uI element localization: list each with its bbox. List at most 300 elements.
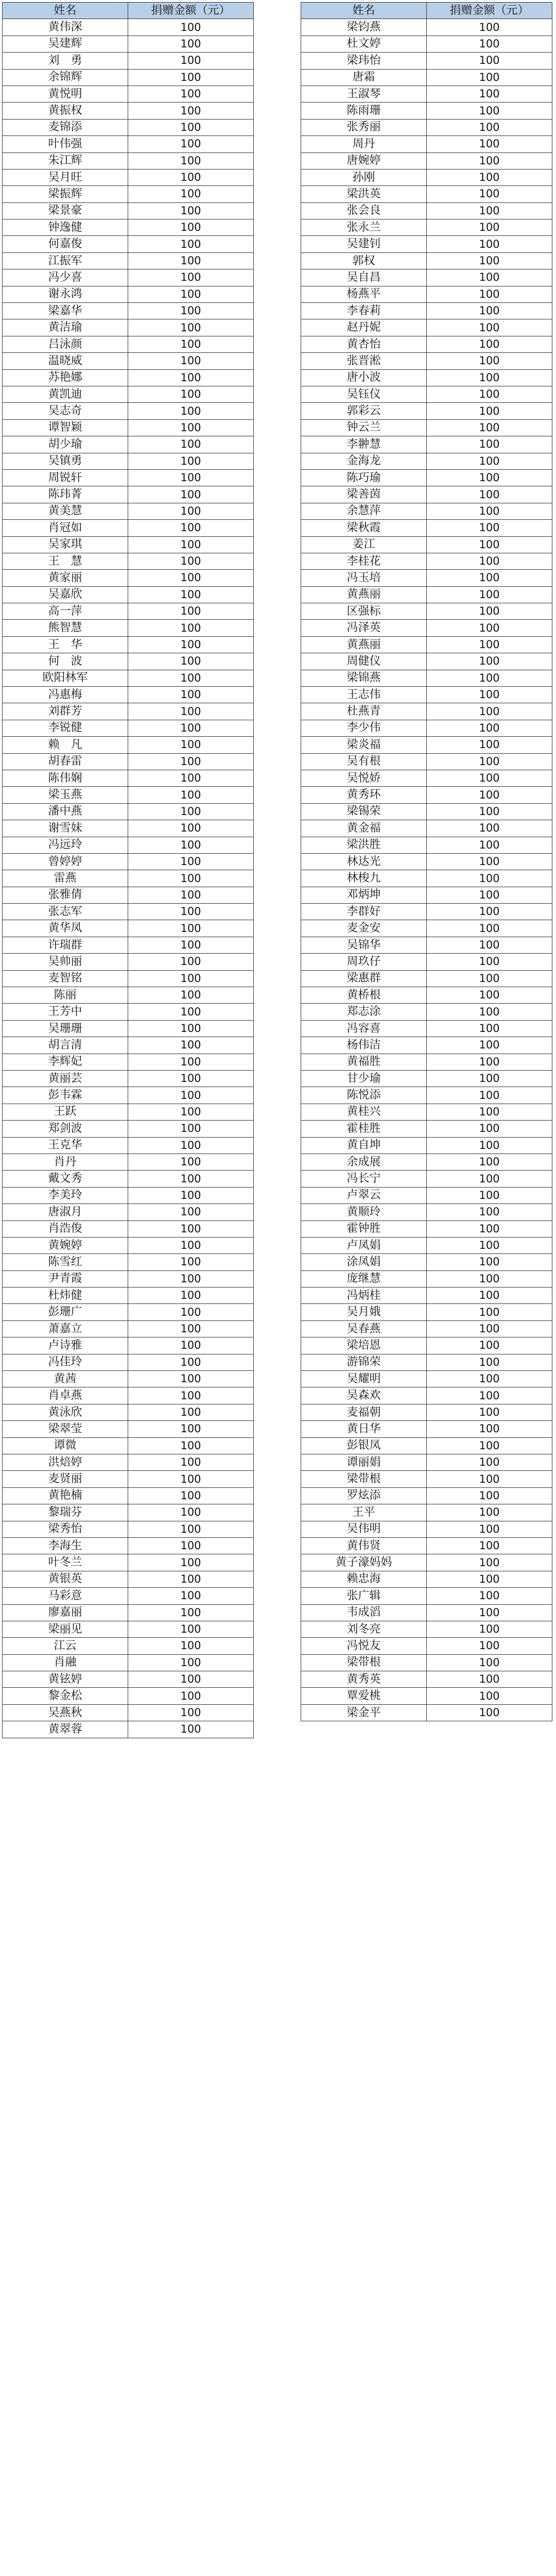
donor-name: 杨伟洁 xyxy=(301,1037,427,1054)
table-row xyxy=(301,1304,552,1320)
table-row xyxy=(3,453,254,469)
donation-amount: 100 xyxy=(128,1688,254,1704)
donor-name: 谢永鸿 xyxy=(3,286,128,302)
donation-amount: 100 xyxy=(128,269,254,286)
donation-amount: 100 xyxy=(128,1638,254,1654)
donor-name: 李美玲 xyxy=(3,1187,128,1204)
table-row xyxy=(301,770,552,786)
header-name: 姓名 xyxy=(3,3,128,19)
donation-amount: 100 xyxy=(128,1287,254,1304)
donation-amount: 100 xyxy=(427,1554,552,1571)
donor-name: 覃爱桃 xyxy=(301,1688,427,1704)
donation-amount: 100 xyxy=(427,954,552,970)
donation-amount: 100 xyxy=(128,1037,254,1054)
donor-name: 黄家丽 xyxy=(3,570,128,586)
donation-amount: 100 xyxy=(427,1638,552,1654)
donation-amount: 100 xyxy=(427,469,552,486)
donation-amount: 100 xyxy=(427,386,552,402)
donation-amount: 100 xyxy=(128,737,254,753)
donor-name: 冯远玲 xyxy=(3,837,128,853)
table-row xyxy=(3,1221,254,1237)
table-row xyxy=(3,1471,254,1487)
donor-name: 冯惠梅 xyxy=(3,687,128,703)
donation-amount: 100 xyxy=(128,136,254,152)
donation-amount: 100 xyxy=(427,987,552,1004)
donor-name: 甘少瑜 xyxy=(301,1071,427,1087)
donation-amount: 100 xyxy=(128,169,254,185)
donation-amount: 100 xyxy=(427,1354,552,1370)
donation-amount: 100 xyxy=(128,53,254,69)
donation-amount: 100 xyxy=(128,1704,254,1721)
donation-amount: 100 xyxy=(128,870,254,887)
table-row xyxy=(301,286,552,302)
table-row xyxy=(301,386,552,402)
donation-amount: 100 xyxy=(427,1137,552,1154)
table-row xyxy=(301,703,552,720)
donor-name: 梁景豪 xyxy=(3,202,128,219)
donation-amount: 100 xyxy=(427,436,552,453)
donation-amount: 100 xyxy=(427,202,552,219)
table-row xyxy=(3,1337,254,1354)
donation-amount: 100 xyxy=(128,1471,254,1487)
donor-name: 王 华 xyxy=(3,636,128,653)
table-body-left xyxy=(3,19,254,1738)
table-row xyxy=(3,787,254,803)
donor-name: 欧阳林军 xyxy=(3,670,128,686)
donor-name: 李桂花 xyxy=(301,553,427,569)
table-row xyxy=(3,703,254,720)
table-row xyxy=(3,1571,254,1587)
header-amount: 捐赠金额（元） xyxy=(128,3,254,19)
donation-amount: 100 xyxy=(427,286,552,302)
donor-name: 李辉妃 xyxy=(3,1054,128,1070)
donor-name: 吴建钊 xyxy=(301,236,427,252)
table-header-row xyxy=(301,3,552,19)
donation-amount: 100 xyxy=(128,670,254,686)
table-row xyxy=(3,1287,254,1304)
table-row xyxy=(3,1020,254,1037)
donor-name: 唐霜 xyxy=(301,69,427,86)
donor-name: 刘冬亮 xyxy=(301,1621,427,1637)
donor-name: 卢凤娟 xyxy=(301,1237,427,1253)
donor-name: 江振军 xyxy=(3,252,128,269)
donation-amount: 100 xyxy=(128,753,254,770)
donation-amount: 100 xyxy=(427,920,552,937)
table-row xyxy=(3,1404,254,1420)
donation-amount: 100 xyxy=(128,1554,254,1571)
donation-amount: 100 xyxy=(128,1487,254,1504)
donation-amount: 100 xyxy=(128,1588,254,1604)
table-row xyxy=(3,353,254,369)
table-row xyxy=(301,503,552,519)
donation-amount: 100 xyxy=(128,219,254,236)
donation-amount: 100 xyxy=(427,803,552,820)
donor-name: 梁振辉 xyxy=(3,186,128,202)
donation-amount: 100 xyxy=(427,36,552,52)
donor-name: 肖融 xyxy=(3,1654,128,1671)
donor-name: 郭彩云 xyxy=(301,403,427,419)
donor-name: 冯佳玲 xyxy=(3,1354,128,1370)
table-row xyxy=(301,403,552,419)
donation-amount: 100 xyxy=(128,1621,254,1637)
donation-amount: 100 xyxy=(128,1154,254,1170)
table-row xyxy=(3,19,254,36)
donor-name: 赖忠海 xyxy=(301,1571,427,1587)
donation-amount: 100 xyxy=(128,1171,254,1187)
donor-name: 吴悦娇 xyxy=(301,770,427,786)
donation-amount: 100 xyxy=(427,1270,552,1287)
donor-name: 黄婉婷 xyxy=(3,1237,128,1253)
donation-amount: 100 xyxy=(427,787,552,803)
table-row xyxy=(3,1320,254,1337)
donor-name: 余慧萍 xyxy=(301,503,427,519)
table-row xyxy=(301,1387,552,1404)
donation-amount: 100 xyxy=(427,336,552,352)
donation-amount: 100 xyxy=(128,1221,254,1237)
donor-name: 黄燕丽 xyxy=(301,636,427,653)
donation-amount: 100 xyxy=(427,703,552,720)
table-row xyxy=(3,887,254,903)
donor-name: 黄日华 xyxy=(301,1421,427,1437)
table-row xyxy=(3,1104,254,1120)
table-row xyxy=(3,1521,254,1537)
table-row xyxy=(301,954,552,970)
table-row xyxy=(301,1320,552,1337)
table-row xyxy=(301,970,552,987)
donation-amount: 100 xyxy=(128,1004,254,1020)
donor-name: 黄泳欣 xyxy=(3,1404,128,1420)
donor-name: 李春莉 xyxy=(301,303,427,319)
donation-amount: 100 xyxy=(427,186,552,202)
donation-amount: 100 xyxy=(427,1171,552,1187)
donation-amount: 100 xyxy=(427,586,552,603)
table-row xyxy=(301,1621,552,1637)
table-row xyxy=(301,1504,552,1521)
table-row xyxy=(3,653,254,670)
table-row xyxy=(3,236,254,252)
donor-name: 何嘉俊 xyxy=(3,236,128,252)
donation-amount: 100 xyxy=(427,1537,552,1554)
table-row xyxy=(3,1270,254,1287)
table-row xyxy=(3,1304,254,1320)
table-row xyxy=(3,1137,254,1154)
donation-amount: 100 xyxy=(427,970,552,987)
donor-name: 冯玉培 xyxy=(301,570,427,586)
donor-name: 梁惠群 xyxy=(301,970,427,987)
donor-name: 戴文秀 xyxy=(3,1171,128,1187)
donor-name: 黄翠蓉 xyxy=(3,1721,128,1738)
donor-name: 黄银英 xyxy=(3,1571,128,1587)
donation-amount: 100 xyxy=(427,1087,552,1104)
donor-name: 郑剑波 xyxy=(3,1121,128,1137)
donation-amount: 100 xyxy=(128,152,254,169)
table-row xyxy=(301,53,552,69)
donor-name: 冯容喜 xyxy=(301,1020,427,1037)
donor-name: 赖 凡 xyxy=(3,737,128,753)
donation-amount: 100 xyxy=(128,553,254,569)
donation-amount: 100 xyxy=(427,1304,552,1320)
donation-amount: 100 xyxy=(427,904,552,920)
donation-amount: 100 xyxy=(427,1704,552,1721)
table-row xyxy=(3,1537,254,1554)
donor-name: 杜文婷 xyxy=(301,36,427,52)
donation-amount: 100 xyxy=(427,1521,552,1537)
donation-amount: 100 xyxy=(427,1320,552,1337)
donation-amount: 100 xyxy=(128,36,254,52)
table-row xyxy=(301,937,552,953)
donor-name: 谭微 xyxy=(3,1437,128,1454)
donor-name: 区强标 xyxy=(301,603,427,620)
donor-name: 梁翠莹 xyxy=(3,1421,128,1437)
donation-amount: 100 xyxy=(128,1187,254,1204)
table-row xyxy=(3,1071,254,1087)
donor-name: 黄子濠妈妈 xyxy=(301,1554,427,1571)
donation-amount: 100 xyxy=(128,1320,254,1337)
donor-name: 吴锦华 xyxy=(301,937,427,953)
table-row xyxy=(301,1004,552,1020)
table-row xyxy=(301,1638,552,1654)
donor-name: 赵丹妮 xyxy=(301,319,427,336)
donation-amount: 100 xyxy=(427,19,552,36)
donor-name: 梁带根 xyxy=(301,1471,427,1487)
donor-name: 钟云兰 xyxy=(301,419,427,436)
donation-amount: 100 xyxy=(128,1671,254,1688)
donor-name: 陈雨珊 xyxy=(301,103,427,119)
donation-amount: 100 xyxy=(128,103,254,119)
donation-amount: 100 xyxy=(427,1020,552,1037)
donation-amount: 100 xyxy=(427,653,552,670)
donation-amount: 100 xyxy=(128,1571,254,1587)
table-row xyxy=(301,1154,552,1170)
table-row xyxy=(3,1154,254,1170)
donor-name: 张会良 xyxy=(301,202,427,219)
donor-name: 黄桂兴 xyxy=(301,1104,427,1120)
donation-amount: 100 xyxy=(128,987,254,1004)
donor-name: 张秀丽 xyxy=(301,119,427,135)
donation-amount: 100 xyxy=(427,536,552,553)
donor-name: 王 慧 xyxy=(3,553,128,569)
table-row xyxy=(3,1354,254,1370)
donation-amount: 100 xyxy=(128,703,254,720)
donor-name: 姜江 xyxy=(301,536,427,553)
donor-name: 吴帅丽 xyxy=(3,954,128,970)
table-row xyxy=(301,1654,552,1671)
donation-amount: 100 xyxy=(427,870,552,887)
donor-name: 王芳中 xyxy=(3,1004,128,1020)
donation-amount: 100 xyxy=(427,236,552,252)
table-row xyxy=(301,803,552,820)
donation-amount: 100 xyxy=(427,1337,552,1354)
donor-name: 彭珊广 xyxy=(3,1304,128,1320)
table-row xyxy=(301,1237,552,1253)
table-row xyxy=(301,1571,552,1587)
donation-amount: 100 xyxy=(427,670,552,686)
donation-amount: 100 xyxy=(128,787,254,803)
donor-name: 曾婷婷 xyxy=(3,853,128,870)
donor-name: 冯长宁 xyxy=(301,1171,427,1187)
table-row xyxy=(3,1187,254,1204)
donation-amount: 100 xyxy=(427,136,552,152)
table-row xyxy=(301,887,552,903)
donor-name: 彭韦霖 xyxy=(3,1087,128,1104)
donor-name: 余成展 xyxy=(301,1154,427,1170)
donation-amount: 100 xyxy=(128,186,254,202)
table-row xyxy=(301,737,552,753)
donor-name: 陈雪红 xyxy=(3,1254,128,1270)
donation-amount: 100 xyxy=(128,1354,254,1370)
header-name: 姓名 xyxy=(301,3,427,19)
donation-amount: 100 xyxy=(128,1404,254,1420)
donor-name: 黎金松 xyxy=(3,1688,128,1704)
donation-amount: 100 xyxy=(128,1421,254,1437)
table-row xyxy=(3,987,254,1004)
donation-amount: 100 xyxy=(128,1087,254,1104)
donation-amount: 100 xyxy=(427,169,552,185)
table-row xyxy=(301,653,552,670)
donation-amount: 100 xyxy=(427,86,552,102)
table-row xyxy=(301,1137,552,1154)
donation-amount: 100 xyxy=(427,520,552,536)
donation-amount: 100 xyxy=(128,336,254,352)
table-row xyxy=(3,1087,254,1104)
table-row xyxy=(301,1688,552,1704)
donation-amount: 100 xyxy=(427,152,552,169)
donor-name: 黄丽芸 xyxy=(3,1071,128,1087)
donor-name: 肖冠如 xyxy=(3,520,128,536)
donor-name: 刘群芳 xyxy=(3,703,128,720)
donation-amount: 100 xyxy=(128,1270,254,1287)
table-row xyxy=(3,103,254,119)
donor-name: 陈玮菁 xyxy=(3,486,128,503)
donor-name: 张志军 xyxy=(3,904,128,920)
donor-name: 陈伟娴 xyxy=(3,770,128,786)
table-row xyxy=(3,920,254,937)
donation-amount: 100 xyxy=(128,1071,254,1087)
donation-amount: 100 xyxy=(128,403,254,419)
donation-amount: 100 xyxy=(427,1487,552,1504)
table-row xyxy=(3,1037,254,1054)
donation-amount: 100 xyxy=(128,1654,254,1671)
donation-amount: 100 xyxy=(427,1387,552,1404)
donor-name: 黄凯迪 xyxy=(3,386,128,402)
donor-name: 霍钟胜 xyxy=(301,1221,427,1237)
donor-name: 杨燕平 xyxy=(301,286,427,302)
donation-amount: 100 xyxy=(128,1371,254,1387)
donor-name: 胡言清 xyxy=(3,1037,128,1054)
table-row xyxy=(301,252,552,269)
donation-amount: 100 xyxy=(128,803,254,820)
table-row xyxy=(301,269,552,286)
donation-amount: 100 xyxy=(427,419,552,436)
donor-name: 江云 xyxy=(3,1638,128,1654)
table-row xyxy=(301,837,552,853)
donation-amount: 100 xyxy=(427,1471,552,1487)
table-row xyxy=(301,687,552,703)
donation-amount: 100 xyxy=(128,1454,254,1470)
donor-name: 黄桥根 xyxy=(301,987,427,1004)
donor-name: 梁钧燕 xyxy=(301,19,427,36)
table-row xyxy=(301,1454,552,1470)
table-row xyxy=(301,853,552,870)
donor-name: 麦锦添 xyxy=(3,119,128,135)
table-row xyxy=(3,586,254,603)
donation-amount: 100 xyxy=(427,252,552,269)
donor-name: 郑志涂 xyxy=(301,1004,427,1020)
table-row xyxy=(3,970,254,987)
donor-name: 王平 xyxy=(301,1504,427,1521)
donor-name: 张晋淞 xyxy=(301,353,427,369)
donation-amount: 100 xyxy=(427,103,552,119)
donation-amount: 100 xyxy=(427,503,552,519)
donor-name: 唐小波 xyxy=(301,369,427,386)
donation-amount: 100 xyxy=(128,419,254,436)
donation-amount: 100 xyxy=(128,86,254,102)
donor-name: 卢翠云 xyxy=(301,1187,427,1204)
table-row xyxy=(301,904,552,920)
table-row xyxy=(3,1588,254,1604)
donor-name: 金海龙 xyxy=(301,453,427,469)
donation-amount: 100 xyxy=(427,753,552,770)
donation-amount: 100 xyxy=(427,570,552,586)
table-row xyxy=(301,1071,552,1087)
donation-amount: 100 xyxy=(128,1721,254,1738)
donor-name: 吴月娥 xyxy=(301,1304,427,1320)
table-row xyxy=(3,1237,254,1253)
table-row xyxy=(3,1621,254,1637)
donor-name: 吕泳颜 xyxy=(3,336,128,352)
donor-name: 梁洪英 xyxy=(301,186,427,202)
donor-name: 洪焙婷 xyxy=(3,1454,128,1470)
donor-name: 梁嘉华 xyxy=(3,303,128,319)
table-row xyxy=(301,36,552,52)
donor-name: 黄华凤 xyxy=(3,920,128,937)
table-row xyxy=(3,1671,254,1688)
table-row xyxy=(301,1704,552,1721)
donation-amount: 100 xyxy=(427,1588,552,1604)
table-row xyxy=(3,69,254,86)
donor-name: 卢诗雅 xyxy=(3,1337,128,1354)
donor-name: 梁善茵 xyxy=(301,486,427,503)
donation-amount: 100 xyxy=(128,1537,254,1554)
donation-amount: 100 xyxy=(427,1071,552,1087)
donation-amount: 100 xyxy=(128,570,254,586)
donation-amount: 100 xyxy=(427,369,552,386)
donor-name: 陈丽 xyxy=(3,987,128,1004)
donation-amount: 100 xyxy=(128,469,254,486)
table-row xyxy=(3,620,254,636)
table-row xyxy=(301,186,552,202)
table-row xyxy=(301,103,552,119)
donation-amount: 100 xyxy=(427,269,552,286)
table-row xyxy=(3,1054,254,1070)
donor-name: 黄自坤 xyxy=(301,1137,427,1154)
donation-amount: 100 xyxy=(427,1454,552,1470)
donation-amount: 100 xyxy=(128,1054,254,1070)
donation-amount: 100 xyxy=(427,720,552,736)
donor-name: 高一萍 xyxy=(3,603,128,620)
table-row xyxy=(3,1654,254,1671)
table-row xyxy=(3,436,254,453)
donor-name: 梁玮怡 xyxy=(301,53,427,69)
table-row xyxy=(301,1671,552,1688)
donation-amount: 100 xyxy=(427,1437,552,1454)
donor-name: 黄杏怡 xyxy=(301,336,427,352)
table-row xyxy=(3,336,254,352)
table-row xyxy=(301,920,552,937)
donor-name: 冯炳桂 xyxy=(301,1287,427,1304)
table-row xyxy=(3,1437,254,1454)
donation-amount: 100 xyxy=(427,737,552,753)
